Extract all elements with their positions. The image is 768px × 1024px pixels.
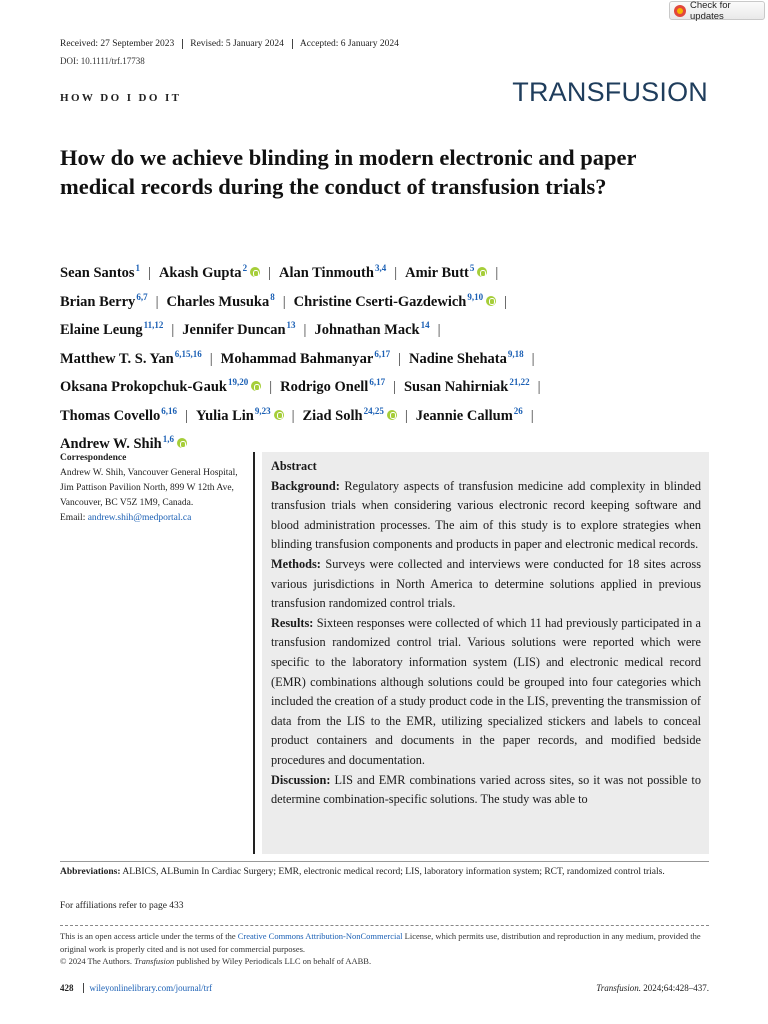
author-separator: | xyxy=(404,407,408,424)
author-affiliation-numbers[interactable]: 19,20 xyxy=(227,377,249,387)
abbreviations-label: Abbreviations: xyxy=(60,867,121,877)
orcid-icon[interactable] xyxy=(477,267,487,277)
copyright-journal: Transfusion xyxy=(134,956,175,966)
correspondence-email-line xyxy=(60,511,240,526)
author-separator: | xyxy=(398,350,401,367)
crossmark-icon xyxy=(674,5,686,17)
author-name: Rodrigo Onell xyxy=(280,379,369,395)
license-line xyxy=(60,930,710,955)
abstract-discussion xyxy=(271,771,701,810)
correspondence-address: Andrew W. Shih, Vancouver General Hospital, Jim Pattison Pavilion North, 899 W 12th Ave, Vancouver, BC V5Z 1M9, Canada. xyxy=(60,468,238,508)
methods-text: Surveys were collected and interviews were conducted for 18 sites across various jurisdictions in North America to determine solutions applied in previous transfusion randomized control trials. xyxy=(271,556,702,611)
affiliations-note: For affiliations refer to page 433 xyxy=(60,901,184,911)
methods-label: Methods: xyxy=(271,556,321,571)
author-separator: | xyxy=(269,379,273,395)
author-affiliation-numbers[interactable]: 6,7 xyxy=(136,291,148,302)
author-separator: | xyxy=(291,407,295,424)
copyright-post: published by Wiley Periodicals LLC on behalf of AABB. xyxy=(176,956,372,966)
abbreviations xyxy=(60,866,710,880)
author[interactable] xyxy=(220,348,391,367)
author-separator: | xyxy=(171,322,175,338)
abstract-box xyxy=(262,452,709,854)
author-affiliation-numbers[interactable]: 6,17 xyxy=(374,348,391,359)
author[interactable] xyxy=(60,405,178,424)
author-separator: | xyxy=(531,350,535,367)
accepted-date: Accepted: 6 January 2024 xyxy=(292,39,407,49)
author-separator: | xyxy=(530,407,534,424)
author-affiliation-numbers[interactable]: 2 xyxy=(242,263,248,273)
author-separator: | xyxy=(495,265,499,281)
author[interactable] xyxy=(293,291,497,310)
section-label: HOW DO I DO IT xyxy=(60,92,182,104)
revised-date: Revised: 5 January 2024 xyxy=(182,39,292,49)
author-affiliation-numbers[interactable]: 6,15,16 xyxy=(174,348,202,359)
orcid-icon[interactable] xyxy=(250,267,260,277)
license-post: License, which permits use, distribution and reproduction in any medium, provided the original work is properly cited and is not used for commercial purposes. xyxy=(60,931,701,954)
correspondence-heading: Correspondence xyxy=(60,453,127,463)
author-affiliation-numbers[interactable]: 8 xyxy=(270,291,275,302)
author-name: Johnathan Mack xyxy=(314,322,420,338)
author[interactable] xyxy=(314,322,429,338)
author[interactable] xyxy=(415,405,523,424)
page-footer xyxy=(60,983,709,993)
abbreviations-text: ALBICS, ALBumin In Cardiac Surgery; EMR, electronic medical record; LIS, laboratory information system; RCT, randomized control trials. xyxy=(122,867,665,877)
results-label: Results: xyxy=(271,615,314,630)
author[interactable] xyxy=(279,265,386,281)
author-name: Christine Cserti-Gazdewich xyxy=(293,293,467,310)
author-name: Susan Nahirniak xyxy=(403,379,509,395)
author-separator: | xyxy=(504,293,508,310)
author-separator: | xyxy=(394,265,398,281)
author[interactable] xyxy=(280,379,385,395)
author-separator: | xyxy=(537,379,541,395)
author-separator: | xyxy=(393,379,396,395)
license-divider xyxy=(60,925,709,926)
journal-site-link[interactable]: wileyonlinelibrary.com/journal/trf xyxy=(89,983,213,993)
abbreviations-divider xyxy=(60,861,709,862)
author-separator: | xyxy=(185,407,188,424)
author-name: Ziad Solh xyxy=(302,407,363,424)
author-name: Charles Musuka xyxy=(166,293,270,310)
author-name: Amir Butt xyxy=(405,265,469,281)
author-name: Yulia Lin xyxy=(195,407,254,424)
author-name: Elaine Leung xyxy=(60,322,143,338)
article-title: How do we achieve blinding in modern electronic and paper medical records during the conduct of transfusion trials? xyxy=(60,145,637,199)
author-name: Brian Berry xyxy=(60,293,136,310)
check-for-updates-label: Check for updates xyxy=(690,0,731,22)
license-pre: This is an open access article under the terms of the xyxy=(60,931,236,941)
author-name: Andrew W. Shih xyxy=(60,436,162,452)
citation-journal: Transfusion. xyxy=(596,983,641,993)
orcid-icon[interactable] xyxy=(177,438,187,448)
license-notice xyxy=(60,930,710,968)
received-date: Received: 27 September 2023 xyxy=(60,39,175,49)
author-name: Akash Gupta xyxy=(158,265,242,281)
author-name: Jennifer Duncan xyxy=(182,322,286,338)
citation xyxy=(596,983,709,993)
author[interactable] xyxy=(159,265,260,281)
author[interactable] xyxy=(302,405,397,424)
author[interactable] xyxy=(60,436,187,452)
orcid-icon[interactable] xyxy=(251,381,261,391)
author-separator: | xyxy=(268,265,271,281)
doi: DOI: 10.1111/trf.17738 xyxy=(60,56,145,66)
author-affiliation-numbers[interactable]: 26 xyxy=(513,405,523,416)
author[interactable] xyxy=(60,379,261,395)
check-for-updates-button[interactable] xyxy=(669,1,765,20)
author[interactable] xyxy=(408,348,524,367)
correspondence-email-link[interactable]: andrew.shih@medportal.ca xyxy=(87,513,192,523)
author-affiliation-numbers[interactable]: 5 xyxy=(469,263,475,273)
publication-dates xyxy=(60,39,407,49)
citation-details: 2024;64:428–437. xyxy=(643,983,709,993)
copyright-pre: © 2024 The Authors. xyxy=(60,956,132,966)
author-affiliation-numbers[interactable]: 11,12 xyxy=(143,320,164,330)
author[interactable] xyxy=(60,348,202,367)
orcid-icon[interactable] xyxy=(486,296,496,306)
author[interactable] xyxy=(60,322,163,338)
author-name: Nadine Shehata xyxy=(408,350,507,367)
author-affiliation-numbers[interactable]: 6,16 xyxy=(161,405,178,416)
background-text: Regulatory aspects of transfusion medicine add complexity in blinded transfusion trials when considering various electronic record keeping software and blood administration processes. The aim of this study is to explore strategies when blinding transfusion components and products in paper and electronic medical records. xyxy=(271,478,701,552)
orcid-icon[interactable] xyxy=(387,410,397,420)
author-affiliation-numbers[interactable]: 13 xyxy=(286,320,296,330)
author-affiliation-numbers[interactable]: 6,17 xyxy=(369,377,386,387)
author-separator: | xyxy=(209,350,213,367)
author[interactable] xyxy=(166,291,275,310)
author[interactable] xyxy=(404,379,530,395)
author-affiliation-numbers[interactable]: 21,22 xyxy=(509,377,530,387)
author[interactable] xyxy=(405,265,487,281)
discussion-text: LIS and EMR combinations varied across sites, so it was not possible to determine combination-specific solutions. The study was able to xyxy=(271,772,701,807)
discussion-label: Discussion: xyxy=(271,772,331,787)
license-link[interactable]: Creative Commons Attribution-NonCommercial xyxy=(237,931,403,941)
author-separator: | xyxy=(303,322,307,338)
author-name: Alan Tinmouth xyxy=(278,265,374,281)
abstract-rule xyxy=(253,452,255,854)
author[interactable] xyxy=(182,322,295,338)
results-text: Sixteen responses were collected of which 11 had previously participated in a transfusion randomized control trial. Various solutions were reported which were specific to the laboratory information system (LIS) and electronic medical record (EMR) combinations although solutions could be grouped into four categories which included the creation of a study product code in the LIS, preventing the transmission of data from the LIS to the EMR, utilizing specialized stickers and labels to conceal product containers and documents in the paper records, and modified bedside procedures and documentation. xyxy=(271,615,701,767)
author[interactable] xyxy=(60,265,140,281)
author[interactable] xyxy=(195,405,284,424)
journal-logo: TRANSFUSION xyxy=(512,77,708,107)
correspondence xyxy=(60,451,240,526)
author-affiliation-numbers[interactable]: 9,18 xyxy=(507,348,524,359)
author-separator: | xyxy=(282,293,286,310)
author-affiliation-numbers[interactable]: 9,10 xyxy=(467,291,484,302)
author-separator: | xyxy=(437,322,441,338)
orcid-icon[interactable] xyxy=(274,410,284,420)
author-name: Jeannie Callum xyxy=(415,407,513,424)
author-name: Mohammad Bahmanyar xyxy=(220,350,374,367)
author-affiliation-numbers[interactable]: 14 xyxy=(420,320,430,330)
author-separator: | xyxy=(148,265,151,281)
background-label: Background: xyxy=(271,478,340,493)
author-name: Matthew T. S. Yan xyxy=(60,350,174,367)
abstract-background xyxy=(271,477,701,555)
author-separator: | xyxy=(155,293,159,310)
abstract-results xyxy=(271,614,701,771)
author-name: Oksana Prokopchuk-Gauk xyxy=(60,379,227,395)
email-label: Email: xyxy=(60,513,86,523)
author-affiliation-numbers[interactable]: 24,25 xyxy=(363,405,384,416)
author-affiliation-numbers[interactable]: 1,6 xyxy=(162,434,174,444)
page-number: 428 xyxy=(60,983,84,993)
author-name: Sean Santos xyxy=(60,265,135,281)
author-list xyxy=(60,257,710,457)
author-affiliation-numbers[interactable]: 3,4 xyxy=(374,263,387,273)
copyright-line xyxy=(60,955,710,968)
author-affiliation-numbers[interactable]: 1 xyxy=(135,263,141,273)
author-name: Thomas Covello xyxy=(60,407,161,424)
author[interactable] xyxy=(60,291,148,310)
author-affiliation-numbers[interactable]: 9,23 xyxy=(254,405,271,416)
abstract-methods xyxy=(271,555,701,614)
abstract-heading: Abstract xyxy=(271,459,317,473)
